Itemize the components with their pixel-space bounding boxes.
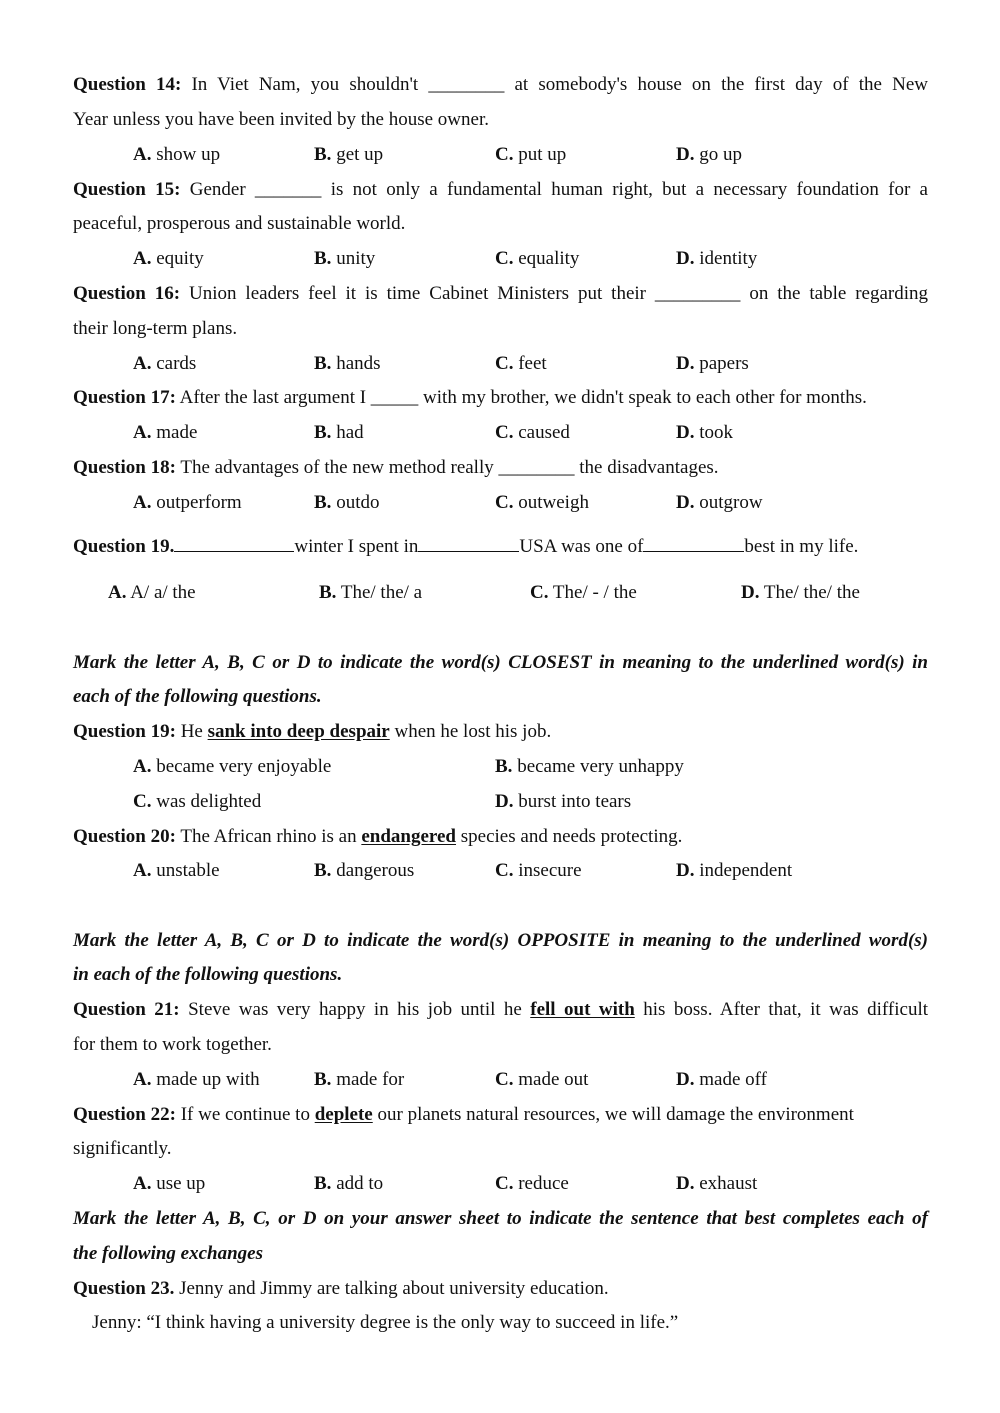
q20-option-c[interactable]: C. insecure — [495, 860, 582, 881]
q20-option-a[interactable]: A. unstable — [133, 860, 220, 881]
q21-option-a[interactable]: A. made up with — [133, 1069, 260, 1090]
question-21-stem: Question 21: Steve was very happy in his job until he fell out with his boss. After that, it was difficult — [73, 999, 929, 1020]
q14-option-c[interactable]: C. put up — [495, 144, 567, 165]
q22-option-c[interactable]: C. reduce — [495, 1173, 569, 1194]
underlined-phrase: fell out with — [530, 999, 635, 1020]
q19a-option-a[interactable]: A. A/ a/ the — [108, 582, 196, 603]
q17-option-b[interactable]: B. had — [314, 422, 364, 443]
answer-blank[interactable] — [643, 533, 744, 552]
q22-option-b[interactable]: B. add to — [314, 1173, 384, 1194]
question-14-label: Question 14: — [73, 74, 182, 95]
question-14-stem-cont: Year unless you have been invited by the house owner. — [73, 109, 489, 130]
q19a-option-c[interactable]: C. The/ - / the — [530, 582, 637, 603]
question-19b-stem: Question 19: He sank into deep despair when he lost his job. — [73, 721, 552, 742]
question-16-label: Question 16: — [73, 283, 181, 304]
question-22-stem: Question 22: If we continue to deplete our planets natural resources, we will damage the environment — [73, 1104, 854, 1125]
q20-option-b[interactable]: B. dangerous — [314, 860, 415, 881]
question-15-stem-cont: peaceful, prosperous and sustainable world. — [73, 213, 406, 234]
q15-option-a[interactable]: A. equity — [133, 248, 204, 269]
underlined-phrase: sank into deep despair — [207, 721, 390, 742]
q22-option-a[interactable]: A. use up — [133, 1173, 206, 1194]
q16-option-b[interactable]: B. hands — [314, 353, 381, 374]
question-15-label: Question 15: — [73, 179, 181, 200]
q20-option-d[interactable]: D. independent — [676, 860, 793, 881]
q21-option-c[interactable]: C. made out — [495, 1069, 589, 1090]
q19b-option-c[interactable]: C. was delighted — [133, 791, 262, 812]
instruction-exchange-cont: the following exchanges — [73, 1243, 264, 1264]
q19b-option-d[interactable]: D. burst into tears — [495, 791, 632, 812]
answer-blank[interactable] — [174, 533, 294, 552]
question-21-stem-cont: for them to work together. — [73, 1034, 272, 1055]
q19b-option-b[interactable]: B. became very unhappy — [495, 756, 684, 777]
q17-option-d[interactable]: D. took — [676, 422, 734, 443]
q16-option-c[interactable]: C. feet — [495, 353, 547, 374]
q14-option-a[interactable]: A. show up — [133, 144, 221, 165]
question-20-stem: Question 20: The African rhino is an endangered species and needs protecting. — [73, 826, 683, 847]
question-19b-label: Question 19: — [73, 721, 176, 742]
q18-option-a[interactable]: A. outperform — [133, 492, 242, 513]
question-18-stem — [73, 456, 928, 480]
q14-option-d[interactable]: D. go up — [676, 144, 742, 165]
question-21-label: Question 21: — [73, 999, 180, 1020]
instruction-closest: Mark the letter A, B, C or D to indicate the word(s) CLOSEST in meaning to the underlined word(s) in — [73, 652, 928, 673]
question-16-text: Union leaders feel it is time Cabinet Ministers put their _________ on the table regarding — [189, 283, 928, 304]
question-14-text: In Viet Nam, you shouldn't ________ at somebody's house on the first day of the New — [191, 74, 928, 95]
question-16-stem — [73, 282, 928, 306]
question-23-label: Question 23. — [73, 1278, 175, 1299]
question-23-stem: Question 23. Jenny and Jimmy are talking about university education. — [73, 1278, 609, 1299]
question-22-stem-cont: significantly. — [73, 1138, 172, 1159]
q18-option-d[interactable]: D. outgrow — [676, 492, 763, 513]
instruction-closest-cont: each of the following questions. — [73, 686, 322, 707]
q19a-option-d[interactable]: D. The/ the/ the — [741, 582, 860, 603]
underlined-word: endangered — [361, 826, 457, 847]
question-18-text: The advantages of the new method really ________ the disadvantages. — [180, 457, 719, 478]
q21-option-b[interactable]: B. made for — [314, 1069, 405, 1090]
question-22-label: Question 22: — [73, 1104, 176, 1125]
q21-option-d[interactable]: D. made off — [676, 1069, 767, 1090]
q19a-option-b[interactable]: B. The/ the/ a — [319, 582, 423, 603]
question-15-stem — [73, 178, 928, 202]
instruction-opposite: Mark the letter A, B, C or D to indicate the word(s) OPPOSITE in meaning to the underlined word(s) — [73, 930, 928, 951]
question-17-label: Question 17: — [73, 387, 176, 408]
question-15-text: Gender _______ is not only a fundamental human right, but a necessary foundation for a — [189, 179, 928, 200]
q17-option-c[interactable]: C. caused — [495, 422, 570, 443]
question-14-stem — [73, 73, 928, 97]
q22-option-d[interactable]: D. exhaust — [676, 1173, 758, 1194]
q19b-option-a[interactable]: A. became very enjoyable — [133, 756, 332, 777]
instruction-opposite-cont: in each of the following questions. — [73, 964, 343, 985]
question-16-stem-cont: their long-term plans. — [73, 318, 238, 339]
q15-option-d[interactable]: D. identity — [676, 248, 758, 269]
q14-option-b[interactable]: B. get up — [314, 144, 384, 165]
q15-option-b[interactable]: B. unity — [314, 248, 376, 269]
underlined-word: deplete — [314, 1104, 373, 1125]
question-23-dialogue: Jenny: “I think having a university degree is the only way to succeed in life.” — [92, 1312, 679, 1333]
instruction-exchange: Mark the letter A, B, C, or D on your answer sheet to indicate the sentence that best completes each of — [73, 1208, 928, 1229]
question-18-label: Question 18: — [73, 457, 176, 478]
q17-option-a[interactable]: A. made — [133, 422, 198, 443]
question-20-label: Question 20: — [73, 826, 176, 847]
question-19a-stem: Question 19. winter I spent in USA was one of best in my life. — [73, 533, 928, 559]
q15-option-c[interactable]: C. equality — [495, 248, 580, 269]
question-19a-label: Question 19. — [73, 536, 175, 557]
q16-option-d[interactable]: D. papers — [676, 353, 749, 374]
answer-blank[interactable] — [418, 533, 519, 552]
q18-option-b[interactable]: B. outdo — [314, 492, 380, 513]
q18-option-c[interactable]: C. outweigh — [495, 492, 589, 513]
question-17-stem — [73, 386, 928, 410]
question-17-text: After the last argument I _____ with my brother, we didn't speak to each other for months. — [179, 387, 867, 408]
q16-option-a[interactable]: A. cards — [133, 353, 197, 374]
